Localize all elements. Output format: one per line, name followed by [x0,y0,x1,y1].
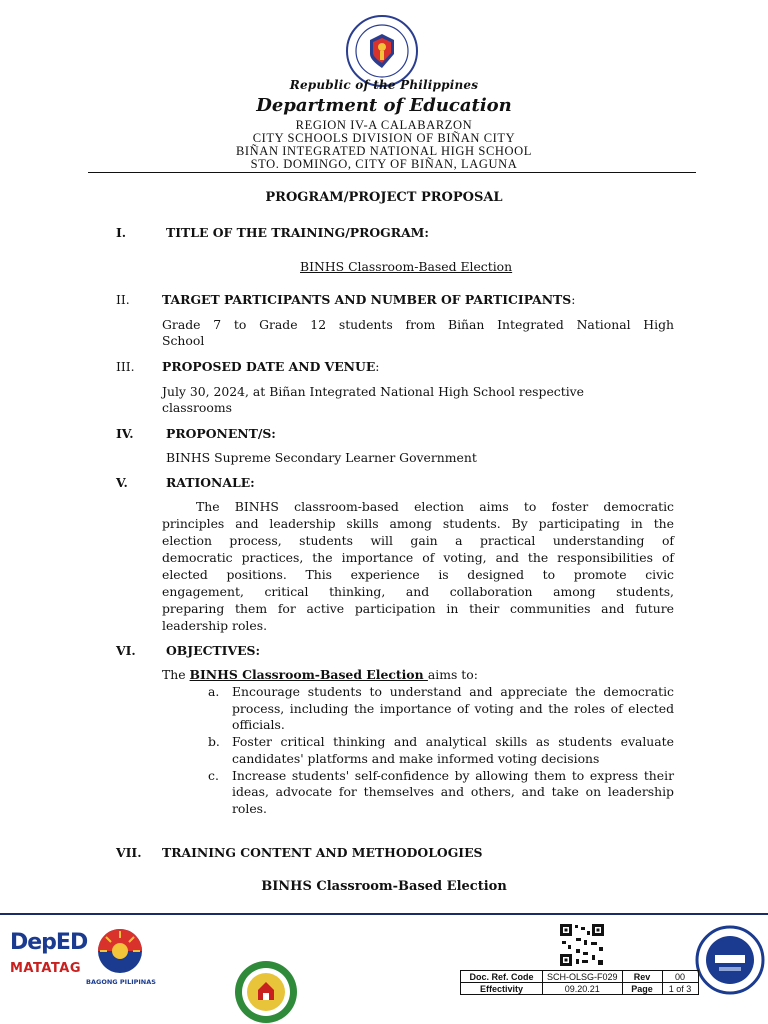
table-row [461,971,699,983]
school-line: BIÑAN INTEGRATED NATIONAL HIGH SCHOOL [235,144,532,158]
bagong-pilipinas-text: BAGONG PILIPINAS [86,978,156,986]
school-seal-icon [234,960,298,1024]
section-3-number: III. [116,359,135,374]
document-title: PROGRAM/PROJECT PROPOSAL [265,190,503,205]
objective-text: Foster critical thinking and analytical skills as students evaluate candidates' platforms and make informed voting decisions [232,734,674,766]
qr-code-icon [558,922,606,968]
section-2-number: II. [116,292,130,307]
section-3-colon: : [375,359,380,374]
page-label: Page [622,983,662,995]
page-value: 1 of 3 [662,983,698,995]
bagong-pilipinas-logo-icon [90,925,150,977]
objective-text: Encourage students to understand and appreciate the democratic process, including the importance of voting and the roles of elected officials. [232,684,674,733]
address-line: STO. DOMINGO, CITY OF BIÑAN, LAGUNA [250,157,518,171]
section-2-colon: : [571,292,576,307]
table-row [461,983,699,995]
rationale-line-7: preparing them for active participation in their communities and future [162,601,674,616]
section-6-heading: OBJECTIVES: [166,643,261,658]
deped-logo: DepED [10,930,88,955]
region-line: REGION IV-A CALABARZON [295,118,473,132]
section-6-number: VI. [116,643,136,658]
objective-text: Increase students' self-confidence by allowing them to express their ideas, advocate for themselves and others, and take on leadership roles. [232,767,674,816]
footer-divider [0,913,768,915]
effectivity-value: 09.20.21 [543,983,623,995]
division-line: CITY SCHOOLS DIVISION OF BIÑAN CITY [252,131,516,145]
objectives-intro-post: aims to: [427,667,478,682]
section-1-body: BINHS Classroom-Based Election [300,259,513,274]
header-divider [88,172,696,173]
section-3-line-2: classrooms [162,400,232,415]
doc-ref-label: Doc. Ref. Code [461,971,543,983]
rev-label: Rev [622,971,662,983]
objective-letter: a. [208,684,220,699]
rationale-line-2: principles and leadership skills among students. By participating in the [162,516,674,531]
section-1-heading: TITLE OF THE TRAINING/PROGRAM: [166,225,429,240]
section-2-line-1: Grade 7 to Grade 12 students from Biñan Integrated National High [162,317,674,332]
objectives-intro [162,667,478,684]
rationale-line-6: engagement, critical thinking, and collaboration among students, [162,584,674,599]
tuv-nord-certification-icon [695,925,765,995]
list-item [208,768,674,818]
section-3-line-1: July 30, 2024, at Biñan Integrated National High School respective [162,384,585,399]
section-4-number: IV. [116,426,134,441]
section-3-heading-wrap [162,359,379,376]
rationale-line-1: The BINHS classroom-based election aims to foster democratic [196,499,674,514]
rev-value: 00 [662,971,698,983]
section-7-subtitle: BINHS Classroom-Based Election [261,879,507,894]
section-4-body: BINHS Supreme Secondary Learner Government [166,450,477,465]
section-3-heading: PROPOSED DATE AND VENUE [162,359,376,374]
section-7-number: VII. [116,845,142,860]
department-heading: Department of Education [256,95,512,116]
objective-letter: b. [208,734,220,750]
rationale-line-3: election process, students will gain a practical understanding of [162,533,674,548]
list-item [208,734,674,767]
list-item [208,684,674,734]
objectives-list [208,684,674,818]
section-7-heading: TRAINING CONTENT AND METHODOLOGIES [162,845,483,860]
objective-letter: c. [208,767,219,783]
matatag-logo: MATATAG [10,961,81,976]
rationale-line-5: elected positions. This experience is designed to promote civic [162,567,674,582]
section-2-heading-wrap [162,292,575,309]
section-2-heading: TARGET PARTICIPANTS AND NUMBER OF PARTICIPANTS [162,292,572,307]
objectives-intro-pre: The [162,667,190,682]
republic-heading: Republic of the Philippines [289,78,479,92]
effectivity-label: Effectivity [461,983,543,995]
section-2-line-2: School [162,333,205,348]
section-5-heading: RATIONALE: [166,475,255,490]
section-5-number: V. [116,475,128,490]
document-reference-table [460,970,699,995]
rationale-line-4: democratic practices, the importance of voting, and the responsibilities of [162,550,674,565]
deped-seal-icon [345,14,419,88]
section-4-heading: PROPONENT/S: [166,426,276,441]
rationale-line-8: leadership roles. [162,618,268,633]
section-1-number: I. [116,225,127,240]
objectives-intro-bold: BINHS Classroom-Based Election [189,667,428,682]
doc-ref-value: SCH-OLSG-F029 [543,971,623,983]
